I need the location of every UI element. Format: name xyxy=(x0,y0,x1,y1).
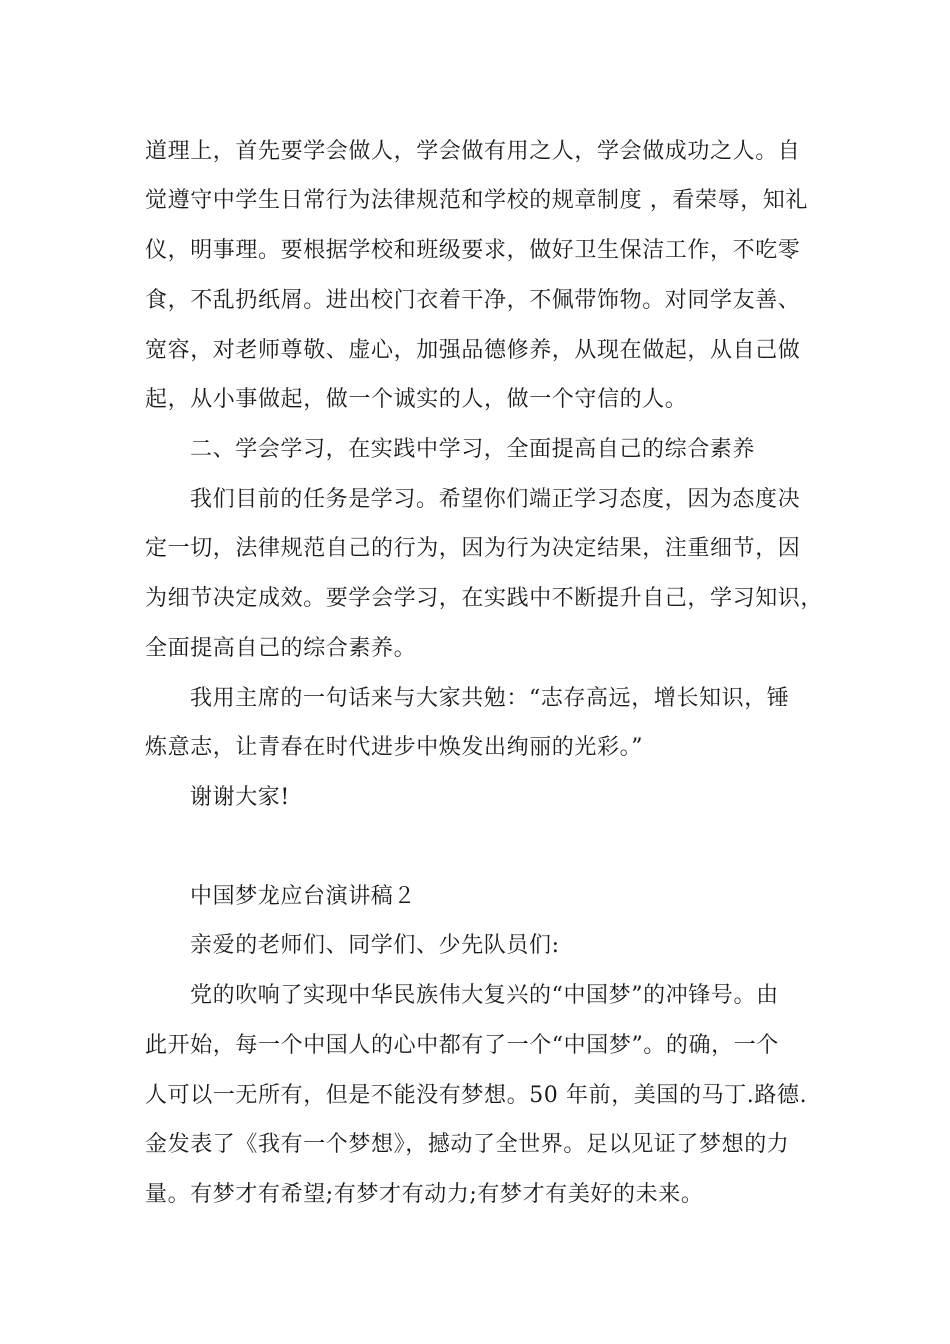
text-line: 量。有梦才有希望;有梦才有动力;有梦才有美好的未来。 xyxy=(145,1182,704,1207)
text-line: 定一切，法律规范自己的行为，因为行为决定结果，注重细节，因 xyxy=(145,536,801,561)
section-heading: 二、学会学习，在实践中学习，全面提高自己的综合素养 xyxy=(190,437,756,462)
text-line: 我用主席的一句话来与大家共勉：“志存高远，增长知识，锤 xyxy=(190,686,790,711)
text-line: 金发表了《我有一个梦想》，撼动了全世界。足以见证了梦想的力 xyxy=(145,1132,790,1157)
greeting-text: 亲爱的老师们、同学们、少先队员们: xyxy=(190,933,560,958)
speech-title: 中国梦龙应台演讲稿２ xyxy=(190,884,417,909)
text-line: 全面提高自己的综合素养。 xyxy=(145,636,417,661)
text-line: 起，从小事做起，做一个诚实的人，做一个守信的人。 xyxy=(145,387,688,412)
text-line: 食，不乱扔纸屑。进出校门衣着干净，不佩带饰物。对同学友善、 xyxy=(145,288,801,313)
text-line: 炼意志，让青春在时代进步中焕发出绚丽的光彩。” xyxy=(145,735,644,760)
closing-text: 谢谢大家! xyxy=(190,785,290,810)
text-line: 觉遵守中学生日常行为法律规范和学校的规章制度 ，看荣辱，知礼 xyxy=(145,188,808,213)
text-line: 为细节决定成效。要学会学习，在实践中不断提升自己，学习知识， xyxy=(145,586,824,611)
text-line: 人可以一无所有，但是不能没有梦想。50 年前，美国的马丁.路德. xyxy=(145,1083,808,1108)
text-line: 我们目前的任务是学习。希望你们端正学习态度，因为态度决 xyxy=(190,487,801,512)
text-line: 此开始，每一个中国人的心中都有了一个“中国梦”。的确，一个 xyxy=(145,1033,779,1058)
text-line: 仪，明事理。要根据学校和班级要求，做好卫生保洁工作，不吃零 xyxy=(145,238,801,263)
text-line: 道理上，首先要学会做人，学会做有用之人，学会做成功之人。自 xyxy=(145,139,801,164)
text-line: 宽容，对老师尊敬、虚心，加强品德修养，从现在做起，从自己做 xyxy=(145,338,801,363)
text-line: 党的吹响了实现中华民族伟大复兴的“中国梦”的冲锋号。由 xyxy=(190,983,779,1008)
